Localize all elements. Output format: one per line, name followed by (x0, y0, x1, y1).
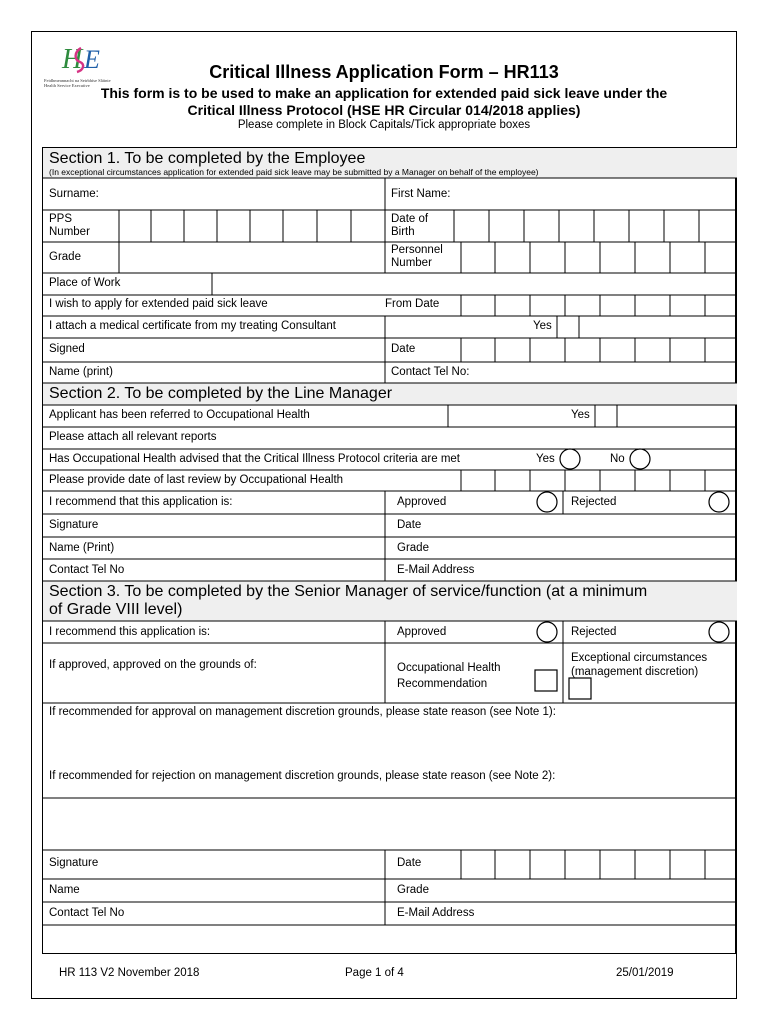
s3-name-label: Name (49, 884, 80, 896)
s1-date-label: Date (391, 343, 416, 355)
approval-reason-label: If recommended for approval on management discretion grounds, please state reason (see Note 1): (49, 706, 556, 718)
recommend-rejected-radio (709, 492, 729, 512)
oh-advised-label: Has Occupational Health advised that the Critical Illness Protocol criteria are met (49, 453, 460, 465)
dob-label: Date of Birth (391, 213, 429, 238)
last-review-label: Please provide date of last review by Occupational Health (49, 474, 344, 486)
footer-version: HR 113 V2 November 2018 (59, 967, 200, 979)
oh-recommendation-checkbox (535, 670, 557, 691)
exceptional-circumstances-label: Exceptional circumstances (management discretion) (571, 652, 708, 678)
footer-page-number: Page 1 of 4 (345, 967, 404, 979)
personnel-number-label: Personnel Number (391, 244, 443, 269)
oh-advised-yes-label: Yes (536, 453, 555, 465)
s3-email-label: E-Mail Address (397, 907, 475, 919)
section1-note: (In exceptional circumstances application for extended paid sick leave may be submitted by a Manager on behalf of the employee) (49, 167, 539, 177)
surname-label: Surname: (49, 188, 99, 200)
s3-recommend-label: I recommend this application is: (49, 626, 211, 638)
form-instruction: Please complete in Block Capitals/Tick appropriate boxes (237, 119, 531, 131)
pps-label: PPS Number (49, 213, 90, 238)
s3-grade-label: Grade (397, 884, 429, 896)
oh-criteria-no-radio (630, 449, 650, 469)
svg-text:E: E (84, 45, 100, 74)
form-title: Critical Illness Application Form – HR113 (209, 62, 559, 82)
first-name-label: First Name: (391, 188, 451, 200)
exceptional-circumstances-checkbox (569, 678, 591, 699)
svg-text:H: H (62, 44, 83, 75)
senior-approved-radio (537, 622, 557, 642)
section2-heading: Section 2. To be completed by the Line Manager (49, 385, 393, 402)
s3-signature-label: Signature (49, 857, 99, 869)
s3-approved-label: Approved (397, 626, 447, 638)
s3-date-label: Date (397, 857, 422, 869)
referred-yes-label: Yes (571, 409, 590, 421)
signed-label: Signed (49, 343, 85, 355)
section3-heading: Section 3. To be completed by the Senior Manager of service/function (at a minimum of Grade VIII level) (49, 583, 648, 618)
s3-rejected-label: Rejected (571, 626, 617, 638)
s2-grade-label: Grade (397, 542, 429, 554)
rejection-reason-label: If recommended for rejection on management discretion grounds, please state reason (see Note 2): (49, 770, 556, 782)
oh-criteria-yes-radio (560, 449, 580, 469)
rejected-label: Rejected (571, 496, 617, 508)
from-date-label: From Date (385, 298, 440, 310)
oh-recommendation-label: Occupational Health Recommendation (397, 662, 501, 690)
logo-subtitle: Feidhmeannacht na Seirbhíse Sláinte Health Service Executive (44, 78, 111, 88)
form-subtitle-line1: This form is to be used to make an application for extended paid sick leave under the (100, 85, 668, 101)
grounds-label: If approved, approved on the grounds of: (49, 659, 257, 671)
attach-reports-label: Please attach all relevant reports (49, 431, 217, 443)
s2-contact-label: Contact Tel No (49, 564, 125, 576)
s2-name-print-label: Name (Print) (49, 542, 115, 554)
s2-signature-label: Signature (49, 519, 99, 531)
section1-heading: Section 1. To be completed by the Employee (49, 150, 366, 167)
form-grid-lines (43, 148, 737, 955)
form-subtitle-line2: Critical Illness Protocol (HSE HR Circular 014/2018 applies) (187, 102, 581, 118)
s3-contact-label: Contact Tel No (49, 907, 125, 919)
s1-contact-label: Contact Tel No: (391, 366, 470, 378)
grade-label: Grade (49, 251, 81, 263)
senior-rejected-radio (709, 622, 729, 642)
apply-extended-label: I wish to apply for extended paid sick leave (49, 298, 268, 310)
application-form-table (42, 147, 736, 954)
recommend-approved-radio (537, 492, 557, 512)
attach-cert-yes-label: Yes (533, 320, 552, 332)
place-of-work-label: Place of Work (49, 277, 121, 289)
attach-cert-label: I attach a medical certificate from my treating Consultant (49, 320, 336, 332)
form-page (31, 31, 737, 999)
s2-email-label: E-Mail Address (397, 564, 475, 576)
s1-name-print-label: Name (print) (49, 366, 113, 378)
s2-date-label: Date (397, 519, 422, 531)
footer-date: 25/01/2019 (616, 967, 674, 979)
oh-advised-no-label: No (610, 453, 625, 465)
referred-oh-label: Applicant has been referred to Occupational Health (49, 409, 310, 421)
approved-label: Approved (397, 496, 447, 508)
recommend-label: I recommend that this application is: (49, 496, 233, 508)
